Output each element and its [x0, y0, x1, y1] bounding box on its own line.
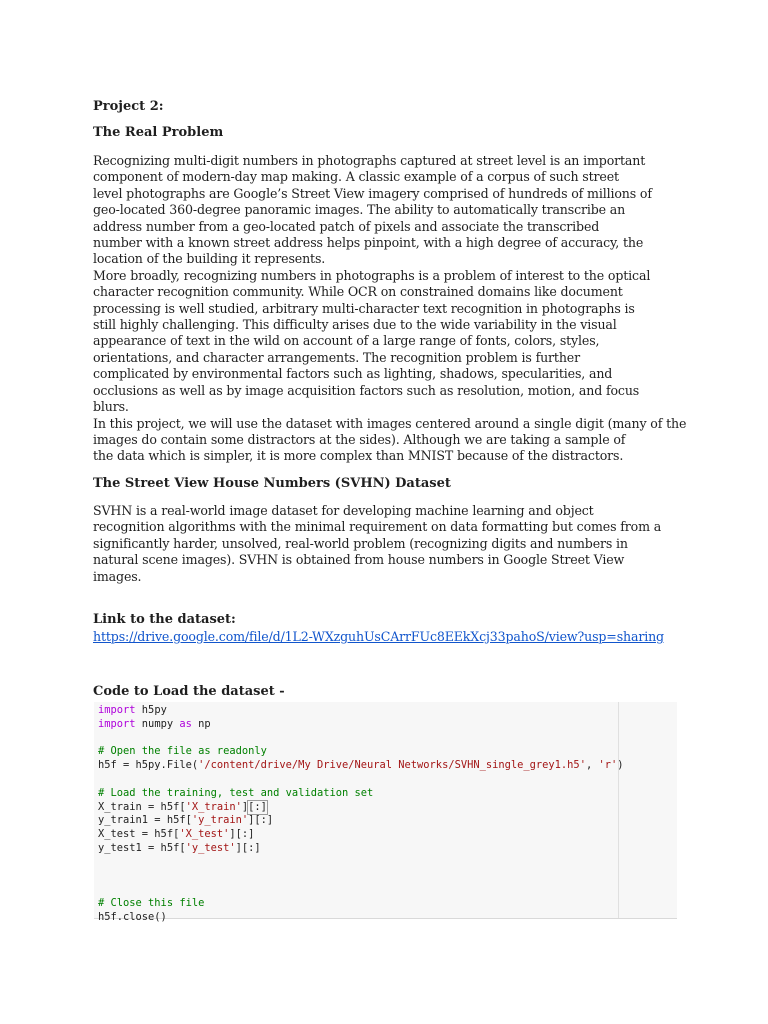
code-token: ,: [585, 759, 599, 772]
code-token: h5f = h5py.File(: [98, 759, 199, 772]
code-line: [98, 801, 624, 815]
paragraph-line: SVHN is a real-world image dataset for developing machine learning and object: [93, 503, 594, 518]
paragraph-line: complicated by environmental factors such as lighting, shadows, specularities, and: [93, 366, 613, 382]
paragraph-line: still highly challenging. This difficulty arises due to the wide variability in the visual: [93, 317, 617, 333]
code-token: 'r': [598, 759, 618, 772]
project-title: Project 2:: [93, 99, 164, 114]
code-token: h5f.close(): [98, 910, 167, 923]
code-line: [98, 856, 624, 870]
code-token: ][:]: [229, 828, 255, 841]
paragraph-line: orientations, and character arrangements. The recognition problem is further: [93, 349, 580, 365]
paragraph-line: component of modern-day map making. A classic example of a corpus of such street: [93, 169, 619, 185]
code-line: [98, 718, 624, 732]
code-token: as: [179, 717, 192, 730]
paragraph-line: natural scene images). SVHN is obtained from house numbers in Google Street View: [93, 552, 625, 568]
code-token: numpy: [135, 717, 180, 730]
paragraph-line: recognition algorithms with the minimal requirement on data formatting but comes from a: [93, 519, 662, 535]
code-line: [98, 759, 624, 773]
code-line: [98, 745, 624, 759]
code-line: [98, 883, 624, 897]
paragraph-line: number with a known street address helps pinpoint, with a high degree of accuracy, the: [93, 235, 644, 251]
paragraph-line: address number from a geo-located patch of pixels and associate the transcribed: [93, 218, 600, 234]
real-problem-paragraph: [93, 153, 686, 465]
paragraph-line: In this project, we will use the dataset with images centered around a single digit (many of the: [93, 415, 687, 431]
code-token: import: [98, 717, 136, 730]
code-token: import: [98, 704, 136, 716]
code-block: [98, 704, 624, 925]
paragraph-line: images do contain some distractors at the sides). Although we are taking a sample of: [93, 431, 626, 447]
paragraph-line: significantly harder, unsolved, real-world problem (recognizing digits and numbers in: [93, 535, 628, 551]
code-line: [98, 897, 624, 911]
code-heading: Code to Load the dataset -: [93, 684, 285, 699]
code-line: [98, 911, 624, 925]
svhn-paragraph: [93, 503, 661, 585]
paragraph-line: character recognition community. While OCR on constrained domains like document: [93, 284, 623, 300]
code-token: X_train = h5f[: [98, 800, 186, 813]
code-token: h5py: [135, 704, 167, 716]
code-line: [98, 704, 624, 718]
code-token: 'X_train': [185, 800, 242, 813]
code-token: # Close this file: [98, 897, 205, 910]
code-token: X_test = h5f[: [98, 828, 180, 841]
paragraph-line: Recognizing multi-digit numbers in photographs captured at street level is an important: [93, 153, 646, 168]
paragraph-line: the data which is simpler, it is more complex than MNIST because of the distractors.: [93, 448, 624, 464]
paragraph-line: blurs.: [93, 399, 129, 415]
code-token: # Open the file as readonly: [98, 745, 267, 758]
code-token: # Load the training, test and validation set: [98, 786, 374, 799]
paragraph-line: occlusions as well as by image acquisition factors such as resolution, motion, and focus: [93, 382, 640, 398]
section-heading-real-problem: The Real Problem: [93, 125, 224, 140]
code-token: ][:]: [248, 814, 274, 827]
code-line: [98, 842, 624, 856]
paragraph-line: level photographs are Google’s Street View imagery comprised of hundreds of millions of: [93, 185, 652, 201]
dataset-link[interactable]: https://drive.google.com/file/d/1L2-WXzguhUsCArrFUc8EEkXcj33pahoS/view?usp=sharing: [93, 629, 664, 644]
code-line: [98, 870, 624, 884]
code-line: [98, 814, 624, 828]
paragraph-line: More broadly, recognizing numbers in photographs is a problem of interest to the optical: [93, 267, 651, 283]
code-token: 'X_test': [179, 828, 230, 841]
paragraph-line: appearance of text in the wild on account of a large range of fonts, colors, styles,: [93, 333, 600, 349]
code-token: ][:]: [235, 841, 261, 854]
code-token: y_test1 = h5f[: [98, 841, 186, 854]
code-line: [98, 787, 624, 801]
code-token: 'y_train': [191, 814, 249, 827]
link-heading: Link to the dataset:: [93, 612, 236, 627]
code-line: [98, 732, 624, 746]
code-token: ): [617, 759, 624, 772]
code-selection: [:]: [248, 800, 267, 813]
code-token: 'y_test': [185, 841, 236, 854]
paragraph-line: processing is well studied, arbitrary multi-character text recognition in photographs is: [93, 300, 635, 316]
code-token: '/content/drive/My Drive/Neural Networks/SVHN_single_grey1.h5': [198, 759, 586, 772]
code-token: np: [191, 717, 211, 730]
paragraph-line: geo-located 360-degree panoramic images. The ability to automatically transcribe an: [93, 202, 626, 218]
code-line: [98, 828, 624, 842]
code-token: ]: [241, 800, 249, 813]
paragraph-line: images.: [93, 568, 142, 584]
section-heading-svhn-dataset: The Street View House Numbers (SVHN) Dataset: [93, 476, 451, 491]
code-line: [98, 773, 624, 787]
paragraph-line: location of the building it represents.: [93, 251, 326, 267]
code-token: y_train1 = h5f[: [98, 814, 192, 827]
